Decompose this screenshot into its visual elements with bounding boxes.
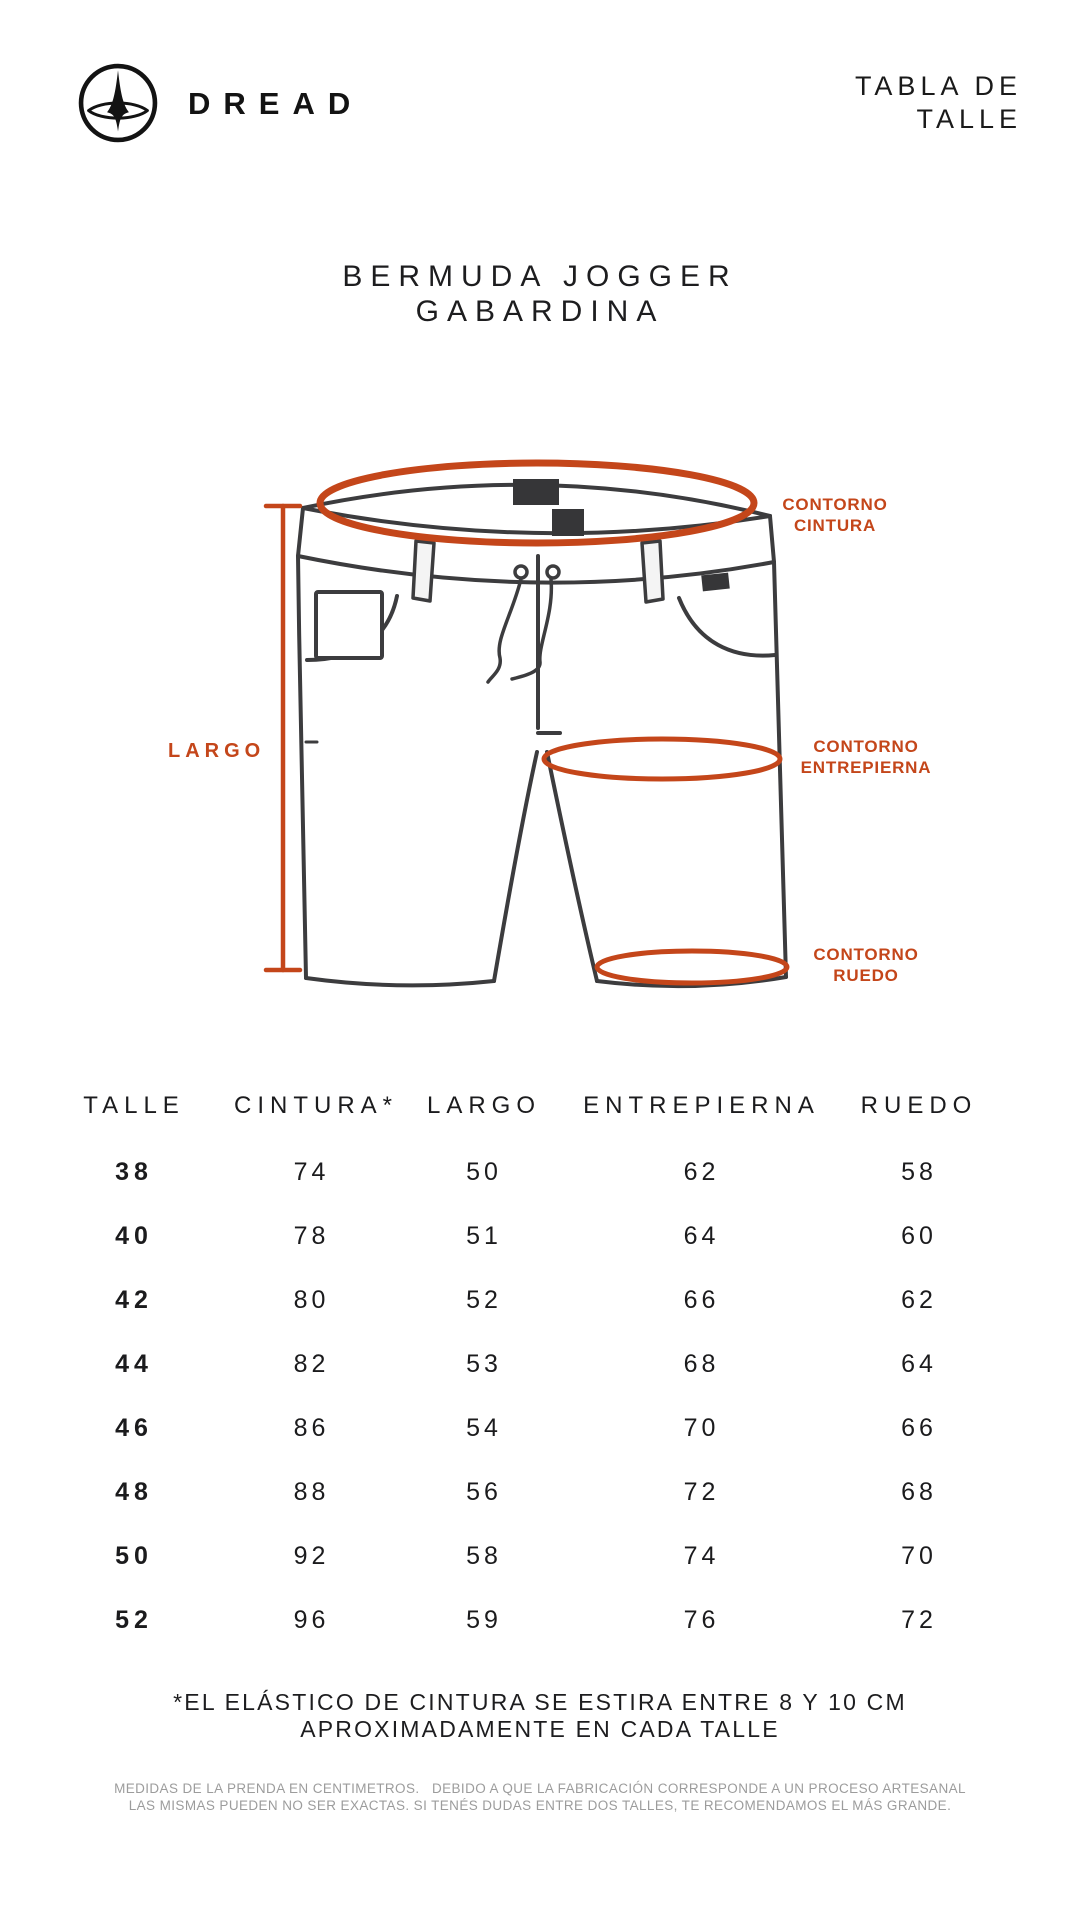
ruedo-value: 66 [901,1413,937,1442]
table-row [34,1396,1014,1460]
shorts-diagram-illustration [140,370,840,1010]
label-contorno-ruedo-line2: RUEDO [833,966,899,985]
measurement-disclaimer [0,1781,1080,1814]
entrepierna-value: 76 [683,1605,720,1634]
label-contorno-ruedo-line1: CONTORNO [813,945,919,964]
cintura-value: 80 [293,1285,330,1314]
elastic-footnote-line2: APROXIMADAMENTE EN CADA TALLE [300,1716,780,1742]
table-row [34,1140,1014,1204]
label-contorno-entrepierna [776,736,956,778]
cintura-value: 86 [293,1413,330,1442]
cintura-value: 74 [293,1157,330,1186]
ruedo-value: 60 [901,1221,937,1250]
entrepierna-value: 68 [683,1349,720,1378]
cintura-value: 96 [293,1605,330,1634]
page-title-line2: TALLE [916,104,1022,134]
entrepierna-value: 74 [683,1541,720,1570]
cintura-value: 82 [293,1349,330,1378]
ruedo-value: 62 [901,1285,937,1314]
label-contorno-cintura-line2: CINTURA [793,516,877,535]
page-title-line1: TABLA DE [854,71,1022,101]
size-value: 52 [115,1605,153,1634]
largo-value: 54 [466,1413,502,1442]
label-contorno-entrepierna-line1: CONTORNO [813,737,919,756]
size-table [34,1088,1014,1652]
dread-spike-logo-icon [76,61,160,145]
label-contorno-ruedo [781,944,951,986]
measurement-disclaimer-line2: LAS MISMAS PUEDEN NO SER EXACTAS. SI TENÉS DUDAS ENTRE DOS TALLES, TE RECOMENDAMOS EL MÁS GRANDE. [128,1797,952,1813]
measurement-disclaimer-line1: MEDIDAS DE LA PRENDA EN CENTIMETROS. DEBIDO A QUE LA FABRICACIÓN CORRESPONDE A UN PROCESO ARTESANAL [114,1781,966,1796]
table-row [34,1524,1014,1588]
entrepierna-value: 66 [683,1285,720,1314]
largo-value: 59 [466,1605,502,1634]
table-row [34,1332,1014,1396]
largo-value: 58 [466,1541,502,1570]
cintura-value: 88 [293,1477,330,1506]
table-header-entrepierna: ENTREPIERNA [583,1092,820,1119]
label-contorno-cintura [755,494,915,536]
size-table-body [34,1124,1014,1652]
largo-value: 56 [466,1477,502,1506]
table-header-largo: LARGO [426,1092,542,1119]
size-value: 48 [115,1477,153,1506]
cintura-value: 92 [293,1541,330,1570]
size-table-header [34,1088,1014,1124]
largo-value: 52 [466,1285,502,1314]
entrepierna-value: 70 [683,1413,720,1442]
elastic-footnote-line1: *EL ELÁSTICO DE CINTURA SE ESTIRA ENTRE 8 Y 10 CM [173,1689,907,1715]
cintura-value: 78 [293,1221,330,1250]
ruedo-value: 58 [901,1157,937,1186]
entrepierna-value: 62 [683,1157,720,1186]
size-value: 38 [115,1157,153,1186]
size-value: 42 [115,1285,153,1314]
brand-name: DREAD [188,86,364,121]
table-header-ruedo: RUEDO [860,1092,978,1119]
table-row [34,1460,1014,1524]
entrepierna-value: 72 [683,1477,720,1506]
entrepierna-value: 64 [683,1221,720,1250]
size-value: 50 [115,1541,153,1570]
largo-value: 53 [466,1349,502,1378]
table-row [34,1588,1014,1652]
product-title-line2: GABARDINA [415,295,665,328]
size-value: 44 [115,1349,153,1378]
ruedo-value: 64 [901,1349,937,1378]
brand-logo [76,61,160,145]
largo-value: 50 [466,1157,502,1186]
table-row [34,1268,1014,1332]
size-value: 46 [115,1413,153,1442]
page-title [855,70,1022,136]
table-header-talle: TALLE [83,1092,185,1119]
largo-value: 51 [466,1221,502,1250]
ruedo-value: 70 [901,1541,937,1570]
label-largo: LARGO [168,740,266,762]
ruedo-value: 68 [901,1477,937,1506]
ruedo-value: 72 [901,1605,937,1634]
size-value: 40 [115,1221,153,1250]
elastic-footnote [0,1689,1080,1743]
label-contorno-entrepierna-line2: ENTREPIERNA [800,758,932,777]
table-header-cintura: CINTURA* [234,1092,399,1119]
product-title [0,259,1080,329]
label-contorno-cintura-line1: CONTORNO [782,495,888,514]
table-row [34,1204,1014,1268]
product-title-line1: BERMUDA JOGGER [342,260,738,293]
